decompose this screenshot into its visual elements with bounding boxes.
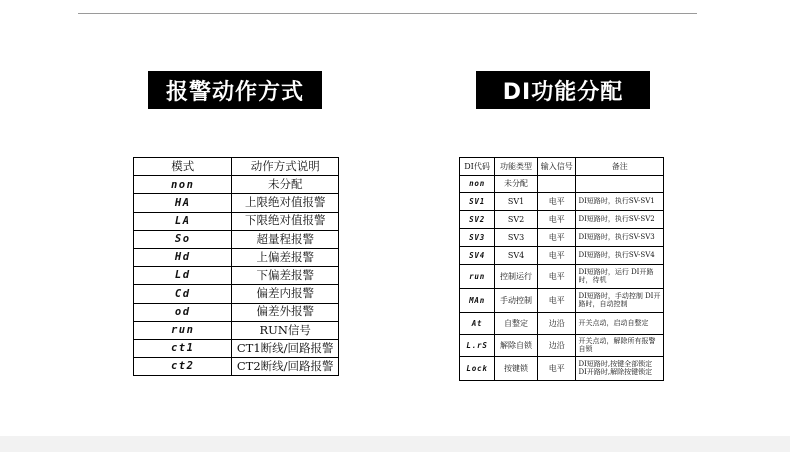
alarm-code: So [134, 230, 232, 248]
di-code: MAn [460, 289, 495, 313]
alarm-code: Hd [134, 248, 232, 266]
di-note: 开关点动，启动自整定 [576, 313, 664, 335]
alarm-description: 偏差外报警 [232, 303, 339, 321]
alarm-code: od [134, 303, 232, 321]
alarm-code: LA [134, 212, 232, 230]
alarm-description: 超量程报警 [232, 230, 339, 248]
di-code: Lock [460, 357, 495, 381]
alarm-description: 上偏差报警 [232, 248, 339, 266]
di-signal [537, 176, 576, 193]
header-function-type: 功能类型 [495, 158, 538, 176]
alarm-description: CT1断线/回路报警 [232, 339, 339, 357]
header-mode: 模式 [134, 158, 232, 176]
table-header-row [134, 158, 339, 176]
di-code: At [460, 313, 495, 335]
di-function: SV1 [495, 193, 538, 211]
table-row [134, 358, 339, 376]
di-code: SV2 [460, 211, 495, 229]
di-signal: 边沿 [537, 335, 576, 357]
table-row [134, 212, 339, 230]
alarm-code: HA [134, 194, 232, 212]
di-code: run [460, 265, 495, 289]
di-code: SV1 [460, 193, 495, 211]
di-signal: 电平 [537, 289, 576, 313]
alarm-code: ct1 [134, 339, 232, 357]
alarm-code: run [134, 321, 232, 339]
table-row [460, 211, 664, 229]
di-function: SV3 [495, 229, 538, 247]
table-row [460, 335, 664, 357]
di-note: DI短路时,按键全部锁定 DI开路时,解除按键锁定 [576, 357, 664, 381]
table-row [134, 285, 339, 303]
table-row [460, 265, 664, 289]
di-function: SV2 [495, 211, 538, 229]
di-function: 解除自锁 [495, 335, 538, 357]
table-row [460, 176, 664, 193]
table-row [134, 321, 339, 339]
di-function: SV4 [495, 247, 538, 265]
di-note: 开关点动，解除所有报警自锁 [576, 335, 664, 357]
table-row [134, 230, 339, 248]
table-row [134, 339, 339, 357]
table-row [460, 289, 664, 313]
di-signal: 电平 [537, 357, 576, 381]
alarm-code: non [134, 176, 232, 194]
top-divider [78, 13, 697, 14]
di-note: DI短路时，手动控制 DI开路时，自动控制 [576, 289, 664, 313]
di-function: 按键锁 [495, 357, 538, 381]
di-function-table [459, 157, 664, 381]
di-code: L.rS [460, 335, 495, 357]
alarm-code: Ld [134, 267, 232, 285]
di-function: 手动控制 [495, 289, 538, 313]
alarm-mode-banner: 报警动作方式 [148, 71, 322, 109]
table-row [460, 229, 664, 247]
di-signal: 电平 [537, 211, 576, 229]
di-signal: 电平 [537, 193, 576, 211]
table-row [460, 357, 664, 381]
di-code: non [460, 176, 495, 193]
di-note: DI短路时，运行 DI开路时，待机 [576, 265, 664, 289]
table-row [134, 303, 339, 321]
di-code: SV3 [460, 229, 495, 247]
footer-strip [0, 436, 790, 452]
alarm-code: ct2 [134, 358, 232, 376]
table-row [134, 194, 339, 212]
alarm-description: 下偏差报警 [232, 267, 339, 285]
header-description: 动作方式说明 [232, 158, 339, 176]
di-note: DI短路时，执行SV-SV4 [576, 247, 664, 265]
di-code: SV4 [460, 247, 495, 265]
di-signal: 边沿 [537, 313, 576, 335]
alarm-description: RUN信号 [232, 321, 339, 339]
header-remarks: 备注 [576, 158, 664, 176]
header-input-signal: 输入信号 [537, 158, 576, 176]
alarm-description: 上限绝对值报警 [232, 194, 339, 212]
di-note [576, 176, 664, 193]
table-row [460, 313, 664, 335]
alarm-description: CT2断线/回路报警 [232, 358, 339, 376]
di-function-banner: DI功能分配 [476, 71, 650, 109]
alarm-description: 偏差内报警 [232, 285, 339, 303]
di-note: DI短路时，执行SV-SV1 [576, 193, 664, 211]
table-header-row [460, 158, 664, 176]
table-row [460, 247, 664, 265]
header-di-code: DI代码 [460, 158, 495, 176]
table-row [460, 193, 664, 211]
di-note: DI短路时，执行SV-SV3 [576, 229, 664, 247]
di-function: 自整定 [495, 313, 538, 335]
table-row [134, 248, 339, 266]
di-function: 未分配 [495, 176, 538, 193]
alarm-description: 未分配 [232, 176, 339, 194]
alarm-code: Cd [134, 285, 232, 303]
di-signal: 电平 [537, 265, 576, 289]
di-note: DI短路时，执行SV-SV2 [576, 211, 664, 229]
di-function: 控制运行 [495, 265, 538, 289]
table-row [134, 176, 339, 194]
di-signal: 电平 [537, 247, 576, 265]
alarm-mode-table [133, 157, 339, 376]
table-row [134, 267, 339, 285]
alarm-description: 下限绝对值报警 [232, 212, 339, 230]
di-signal: 电平 [537, 229, 576, 247]
